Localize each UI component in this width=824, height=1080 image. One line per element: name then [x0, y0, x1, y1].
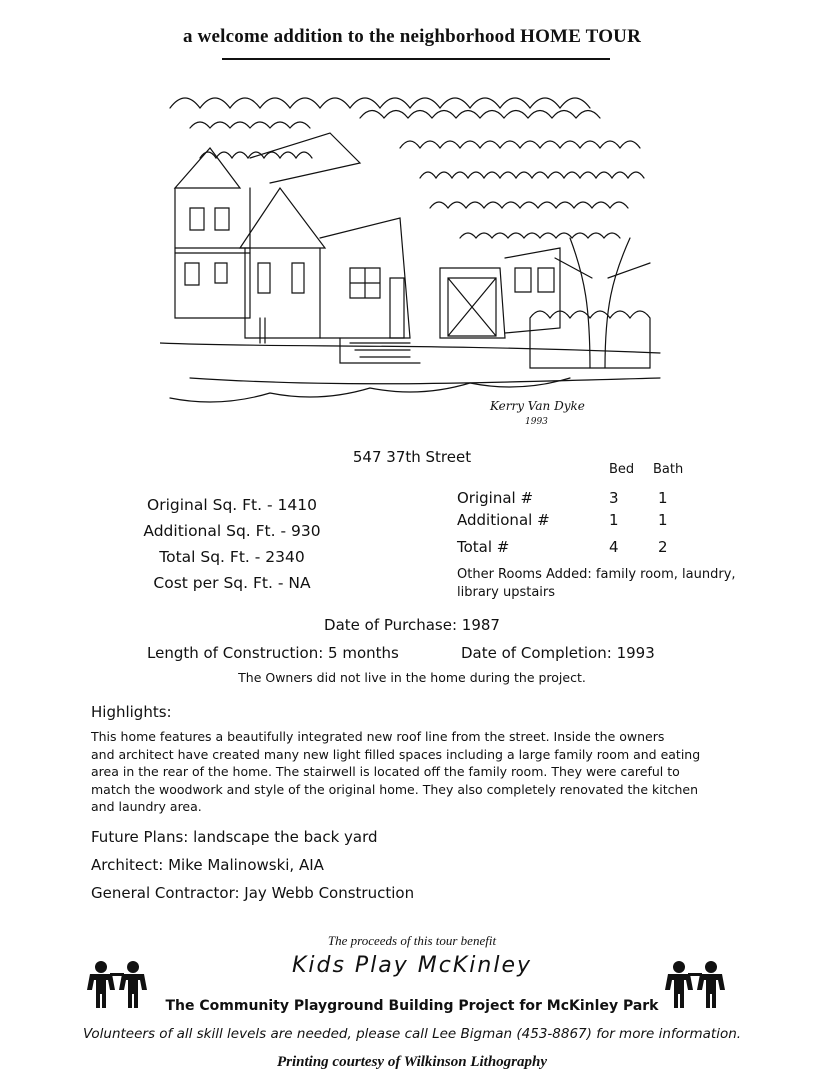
highlights-line: and architect have created many new light filled spaces including a large family room and eating: [91, 746, 701, 762]
rooms-row-bed: 1: [609, 511, 619, 529]
sq-ft-original: Original Sq. Ft. - 1410: [147, 496, 317, 514]
highlights-line: match the woodwork and style of the original home. They also completely renovated the kitchen: [91, 781, 699, 797]
sq-ft-cost: Cost per Sq. Ft. - NA: [153, 574, 311, 592]
artist-signature-year: 1993: [525, 417, 548, 427]
rooms-row-label: Additional #: [457, 511, 550, 529]
rooms-row-bath: 1: [658, 511, 668, 529]
future-plans: Future Plans: landscape the back yard: [91, 828, 378, 846]
date-of-completion: Date of Completion: 1993: [461, 644, 655, 662]
highlights-line: and laundry area.: [91, 799, 202, 815]
highlights-line: area in the rear of the home. The stairwell is located off the family room. They were careful to: [91, 764, 680, 780]
rooms-row-bed: 3: [609, 489, 619, 507]
rooms-header-bath: Bath: [653, 462, 684, 477]
other-rooms-line: library upstairs: [457, 585, 556, 600]
date-of-purchase: Date of Purchase: 1987: [324, 616, 500, 634]
rooms-row-label: Total #: [457, 538, 510, 556]
architect: Architect: Mike Malinowski, AIA: [91, 856, 324, 874]
artist-signature: Kerry Van Dyke: [490, 399, 585, 413]
length-of-construction: Length of Construction: 5 months: [147, 644, 399, 662]
sq-ft-total: Total Sq. Ft. - 2340: [159, 548, 305, 566]
sq-ft-additional: Additional Sq. Ft. - 930: [143, 522, 321, 540]
volunteer-call: Volunteers of all skill levels are needed, please call Lee Bigman (453-8867) for more information.: [82, 1026, 742, 1042]
other-rooms-added: [457, 566, 757, 602]
general-contractor: General Contractor: Jay Webb Construction: [91, 884, 415, 902]
community-project: The Community Playground Building Project for McKinley Park: [165, 998, 659, 1014]
printing-credit: Printing courtesy of Wilkinson Lithography: [276, 1054, 548, 1070]
page-title: a welcome addition to the neighborhood HOME TOUR: [182, 26, 642, 47]
rooms-row-bath: 2: [658, 538, 668, 556]
proceeds-note: The proceeds of this tour benefit: [327, 933, 497, 948]
house-sketch-illustration: [160, 78, 670, 428]
rooms-row-bed: 4: [609, 538, 619, 556]
highlights-heading: Highlights:: [91, 703, 172, 721]
other-rooms-line: Other Rooms Added: family room, laundry,: [457, 567, 736, 582]
rooms-header-bed: Bed: [609, 462, 635, 477]
highlights-paragraph: [91, 728, 771, 816]
rooms-row-bath: 1: [658, 489, 668, 507]
organization-name: Kids Play McKinley: [291, 953, 533, 978]
square-footage-list: [112, 492, 352, 596]
owners-note: The Owners did not live in the home during the project.: [238, 670, 586, 685]
title-underline: [222, 58, 610, 60]
rooms-row-label: Original #: [457, 489, 534, 507]
property-address: 547 37th Street: [352, 448, 472, 466]
highlights-line: This home features a beautifully integrated new roof line from the street. Inside the owners: [91, 729, 665, 744]
